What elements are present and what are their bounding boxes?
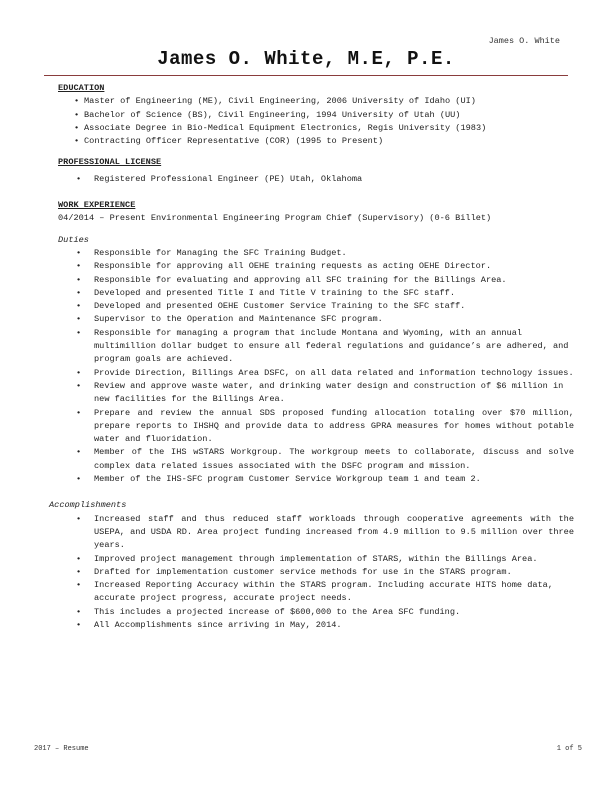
duty-item: • Developed and presented OEHE Customer Service Training to the SFC staff. <box>44 300 574 313</box>
accomplishment-item: • This includes a projected increase of $600,000 to the Area SFC funding. <box>44 606 574 619</box>
work-heading: WORK EXPERIENCE <box>58 200 136 211</box>
accomplishment-item: • Improved project management through implementation of STARS, within the Billings Area. <box>44 553 574 566</box>
accomplishment-item: • All Accomplishments since arriving in May, 2014. <box>44 619 574 632</box>
running-header-name: James O. White <box>488 36 560 46</box>
page-number: 1 of 5 <box>556 745 582 753</box>
duty-item: • Responsible for Managing the SFC Training Budget. <box>44 247 574 260</box>
duties-label: Duties <box>58 234 89 245</box>
education-list <box>44 95 574 148</box>
title-divider <box>44 75 568 76</box>
duty-item: • Responsible for approving all OEHE training requests as acting OEHE Director. <box>44 260 574 273</box>
education-item: • Associate Degree in Bio-Medical Equipment Electronics, Regis University (1983) <box>44 122 574 135</box>
accomplishment-item: • Drafted for implementation customer service methods for use in the STARS program. <box>44 566 574 579</box>
education-item: • Contracting Officer Representative (COR) (1995 to Present) <box>44 135 574 148</box>
duty-item: • Responsible for managing a program that include Montana and Wyoming, with an annual multimillion dollar budget to ensure all federal regulations and guidance’s are adhered, and program goals are achieved. <box>44 327 574 367</box>
accomplishment-item: • Increased Reporting Accuracy within the STARS program. Including accurate HITS home data, accurate project progress, accurate project needs. <box>44 579 574 606</box>
duty-item: • Developed and presented Title I and Title V training to the SFC staff. <box>44 287 574 300</box>
page-title: James O. White, M.E, P.E. <box>157 48 455 70</box>
duty-item: • Responsible for evaluating and approving all SFC training for the Billings Area. <box>44 274 574 287</box>
duty-item: • Prepare and review the annual SDS proposed funding allocation totaling over $70 million, prepare reports to IHSHQ and provide data to address GPRA measures for homes without potable water and fluoridation. <box>44 407 574 447</box>
duty-item: • Member of the IHS wSTARS Workgroup. The workgroup meets to collaborate, discuss and solve complex data related issues associated with the DSFC program and mission. <box>44 446 574 473</box>
resume-body <box>44 82 574 632</box>
duties-list <box>44 247 574 486</box>
license-list <box>44 173 574 186</box>
footer-left: 2017 – Resume <box>34 745 89 753</box>
duty-item: • Review and approve waste water, and drinking water design and construction of $6 million in new facilities for the Billings Area. <box>44 380 574 407</box>
duty-item: • Member of the IHS-SFC program Customer Service Workgroup team 1 and team 2. <box>44 473 574 486</box>
accomplishment-item: • Increased staff and thus reduced staff workloads through cooperative agreements with the USEPA, and USDA RD. Area project funding increased from 4.9 million to 9.5 million over three years. <box>44 513 574 553</box>
education-heading: EDUCATION <box>58 83 105 93</box>
education-item: • Master of Engineering (ME), Civil Engineering, 2006 University of Idaho (UI) <box>44 95 574 108</box>
license-heading: PROFESSIONAL LICENSE <box>58 157 162 168</box>
accomplishments-list <box>44 513 574 633</box>
accomplishments-label: Accomplishments <box>49 500 127 511</box>
duty-item: • Provide Direction, Billings Area DSFC, on all data related and information technology issues. <box>44 367 574 380</box>
job-position: 04/2014 – Present Environmental Engineering Program Chief (Supervisory) (0-6 Billet) <box>58 213 492 224</box>
duty-item: • Supervisor to the Operation and Maintenance SFC program. <box>44 313 574 326</box>
education-item: • Bachelor of Science (BS), Civil Engineering, 1994 University of Utah (UU) <box>44 109 574 122</box>
license-item: • Registered Professional Engineer (PE) Utah, Oklahoma <box>44 173 574 186</box>
